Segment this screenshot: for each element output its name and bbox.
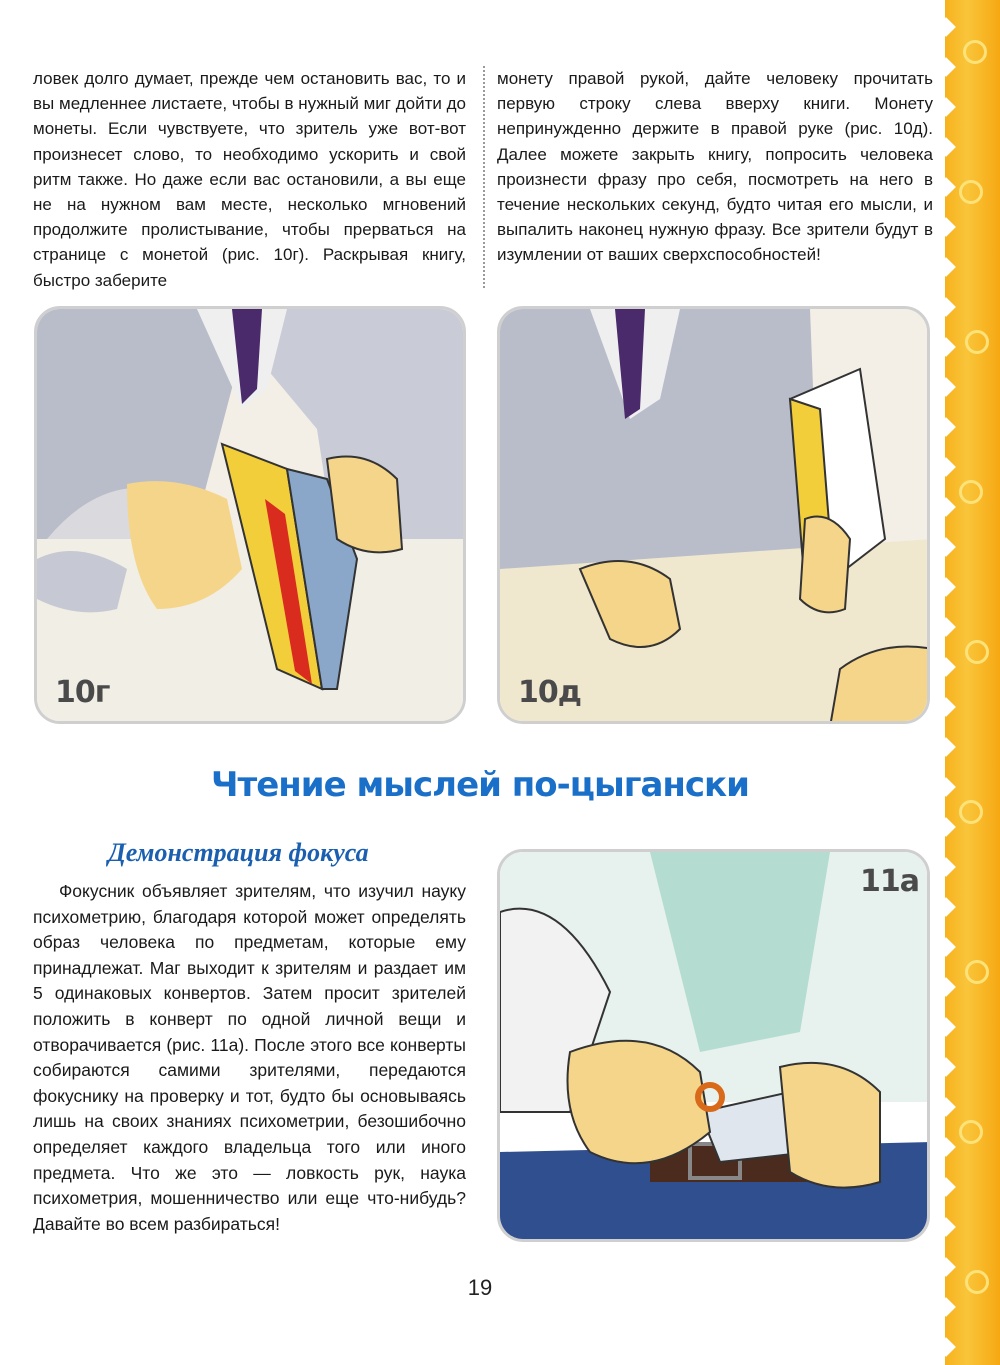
illustration-book-coin	[500, 309, 930, 724]
illustration-11a	[497, 849, 930, 1242]
figure-label: 10д	[518, 675, 581, 710]
swirl-ornament	[965, 640, 989, 664]
paragraph: монету правой рукой, дайте человеку прочитать первую строку слева вверху книги. Монету непринужденно держите в правой руке (рис. 10д). Далее можете закрыть книгу, попросить человека произнести фразу про себя, посмотреть на него в течение нескольких секунд, будто читая его мысли, и выпалить наконец нужную фразу. Все зрители будут в изумлении от ваших сверхспособностей!	[497, 69, 933, 265]
right-text-column	[497, 66, 933, 268]
illustration-10d	[497, 306, 930, 724]
swirl-ornament	[959, 1120, 983, 1144]
left-text-column	[33, 66, 466, 293]
decorative-border	[945, 0, 1000, 1365]
swirl-ornament	[965, 960, 989, 984]
column-divider	[483, 66, 485, 288]
illustration-envelope-ring	[500, 852, 930, 1242]
section-title: Чтение мыслей по-цыгански	[211, 765, 749, 805]
paragraph: ловек долго думает, прежде чем остановить вас, то и вы медленнее листаете, чтобы в нужный миг дойти до монеты. Если чувствуете, что зритель уже вот-вот произнесет слово, то необходимо ускорить и свой ритм также. Но даже если вас остановили, а вы еще не на нужном вам месте, несколько мгновений продолжите пролистывание, чтобы прерваться на странице с монетой (рис. 10г). Раскрывая книгу, быстро заберите	[33, 69, 466, 290]
swirl-ornament	[965, 1270, 989, 1294]
swirl-ornament	[959, 480, 983, 504]
swirl-ornament	[963, 40, 987, 64]
paragraph: Фокусник объявляет зрителям, что изучил науку психометрию, благодаря которой может определять образ человека по предметам, которые ему принадлежат. Маг выходит к зрителям и раздает им 5 одинаковых конвертов. Затем просит зрителей положить в конверт по одной личной вещи и отворачивается (рис. 11а). После этого все конверты собираются самими зрителями, передаются фокуснику на проверку и тот, будто бы основываясь лишь на своих знаниях психометрии, безошибочно определяет каждого владельца того или иного предмета. Что же это — ловкость рук, наука психометрия, мошенничество или еще что-нибудь? Давайте во всем разбираться!	[33, 881, 466, 1234]
swirl-ornament	[959, 800, 983, 824]
swirl-ornament	[965, 330, 989, 354]
illustration-10g	[34, 306, 466, 724]
page-number: 19	[467, 1275, 493, 1300]
body-text-column	[33, 879, 466, 1237]
figure-label: 11а	[860, 864, 919, 899]
figure-label: 10г	[55, 675, 110, 710]
subsection-title: Демонстрация фокуса	[108, 838, 369, 867]
illustration-book-flip	[37, 309, 466, 724]
swirl-ornament	[959, 180, 983, 204]
